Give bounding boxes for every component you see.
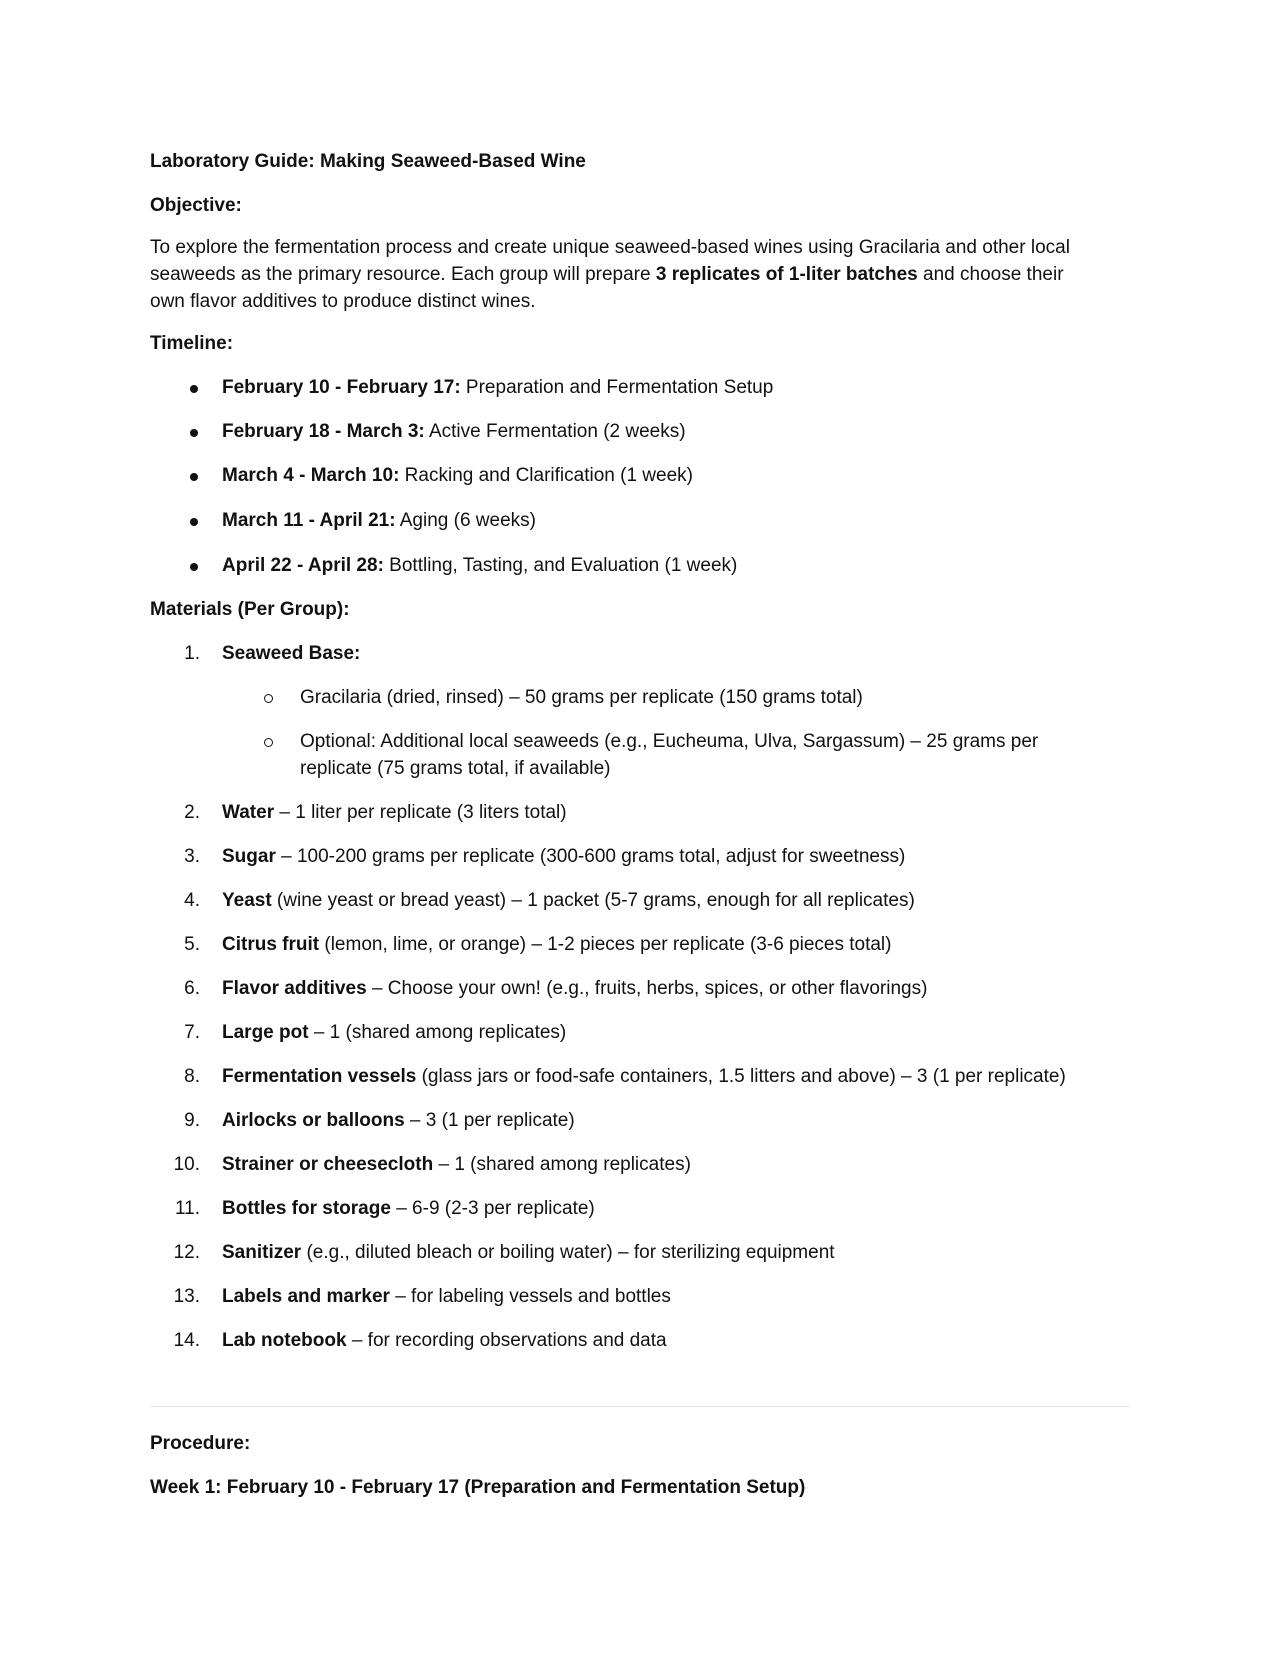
bullet-icon	[190, 385, 198, 393]
timeline-description: Preparation and Fermentation Setup	[460, 377, 774, 398]
material-name: Fermentation vessels	[222, 1066, 417, 1087]
timeline-dates: February 18 - March 3:	[222, 421, 425, 442]
material-item	[222, 1242, 835, 1264]
seaweed-sub-item: Gracilaria (dried, rinsed) – 50 grams per replicate (150 grams total)	[300, 687, 863, 708]
material-item	[222, 1198, 595, 1220]
material-name: Labels and marker	[222, 1286, 390, 1307]
list-number: 7.	[184, 1022, 200, 1043]
list-number: 6.	[184, 978, 200, 999]
material-detail: (wine yeast or bread yeast) – 1 packet (5-7 grams, enough for all replicates)	[271, 890, 915, 911]
list-number: 2.	[184, 802, 200, 823]
bullet-icon	[190, 473, 198, 481]
timeline-dates: February 10 - February 17:	[222, 377, 461, 398]
objective-text-line-1: To explore the fermentation process and create unique seaweed-based wines using Gracilaria and other local	[150, 237, 1070, 258]
material-detail: (glass jars or food-safe containers, 1.5 litters and above) – 3 (1 per replicate)	[416, 1066, 1066, 1087]
bullet-icon	[190, 429, 198, 437]
timeline-description: Racking and Clarification (1 week)	[399, 465, 693, 486]
material-name: Airlocks or balloons	[222, 1110, 405, 1131]
bullet-icon	[190, 563, 198, 571]
material-item	[222, 1110, 575, 1132]
list-number: 14.	[173, 1330, 200, 1351]
timeline-item	[222, 421, 686, 443]
material-name: Sugar	[222, 846, 276, 867]
bullet-icon	[190, 518, 198, 526]
list-number: 9.	[184, 1110, 200, 1131]
material-name: Bottles for storage	[222, 1198, 391, 1219]
procedure-heading: Procedure:	[150, 1433, 251, 1454]
objective-text: and choose their	[917, 264, 1064, 285]
timeline-item	[222, 465, 693, 487]
material-item	[222, 802, 567, 824]
timeline-dates: April 22 - April 28:	[222, 555, 384, 576]
material-name: Yeast	[222, 890, 272, 911]
objective-text-line-2	[150, 264, 1064, 286]
week1-heading: Week 1: February 10 - February 17 (Preparation and Fermentation Setup)	[150, 1477, 806, 1498]
material-detail: – 1 liter per replicate (3 liters total)	[274, 802, 567, 823]
material-name: Large pot	[222, 1022, 309, 1043]
material-detail: – for labeling vessels and bottles	[389, 1286, 671, 1307]
timeline-dates: March 4 - March 10:	[222, 465, 400, 486]
objective-text: seaweeds as the primary resource. Each group will prepare	[150, 264, 656, 285]
seaweed-sub-item: Optional: Additional local seaweeds (e.g., Eucheuma, Ulva, Sargassum) – 25 grams per	[300, 731, 1039, 752]
material-name: Lab notebook	[222, 1330, 347, 1351]
material-item	[222, 1330, 667, 1352]
material-detail: (lemon, lime, or orange) – 1-2 pieces per replicate (3-6 pieces total)	[319, 934, 892, 955]
timeline-description: Bottling, Tasting, and Evaluation (1 week)	[383, 555, 738, 576]
list-number: 10.	[173, 1154, 200, 1175]
circle-bullet-icon	[264, 738, 273, 747]
material-item	[222, 1154, 691, 1176]
material-name: Citrus fruit	[222, 934, 320, 955]
material-item	[222, 978, 927, 1000]
material-detail: – 1 (shared among replicates)	[433, 1154, 691, 1175]
material-detail: – 100-200 grams per replicate (300-600 grams total, adjust for sweetness)	[275, 846, 906, 867]
timeline-dates: March 11 - April 21:	[222, 510, 396, 531]
section-divider	[150, 1406, 1130, 1407]
objective-text-line-3: own flavor additives to produce distinct wines.	[150, 291, 536, 312]
timeline-item	[222, 555, 737, 577]
list-number: 4.	[184, 890, 200, 911]
material-item	[222, 846, 905, 868]
material-detail: – for recording observations and data	[346, 1330, 667, 1351]
material-item	[222, 1286, 671, 1308]
timeline-description: Active Fermentation (2 weeks)	[424, 421, 686, 442]
objective-emphasis: 3 replicates of 1-liter batches	[655, 264, 918, 285]
seaweed-base-label: Seaweed Base:	[222, 643, 361, 664]
seaweed-sub-item-continued: replicate (75 grams total, if available)	[300, 758, 611, 779]
material-detail: – 1 (shared among replicates)	[308, 1022, 567, 1043]
timeline-item	[222, 377, 773, 399]
list-number: 12.	[173, 1242, 200, 1263]
material-item	[222, 1066, 1066, 1088]
list-number: 1.	[184, 643, 200, 664]
list-number: 3.	[184, 846, 200, 867]
timeline-heading: Timeline:	[150, 333, 234, 354]
material-detail: (e.g., diluted bleach or boiling water) – for sterilizing equipment	[301, 1242, 835, 1263]
material-name: Flavor additives	[222, 978, 367, 999]
objective-heading: Objective:	[150, 195, 242, 216]
list-number: 5.	[184, 934, 200, 955]
list-number: 11.	[174, 1198, 200, 1219]
list-number: 8.	[184, 1066, 200, 1087]
list-number: 13.	[173, 1286, 200, 1307]
material-detail: – Choose your own! (e.g., fruits, herbs, spices, or other flavorings)	[366, 978, 928, 999]
materials-heading: Materials (Per Group):	[150, 599, 350, 620]
timeline-description: Aging (6 weeks)	[395, 510, 536, 531]
material-name: Water	[222, 802, 275, 823]
material-item	[222, 934, 891, 956]
material-detail: – 3 (1 per replicate)	[404, 1110, 575, 1131]
material-name: Sanitizer	[222, 1242, 302, 1263]
material-detail: – 6-9 (2-3 per replicate)	[390, 1198, 595, 1219]
document-title: Laboratory Guide: Making Seaweed-Based Wine	[150, 151, 586, 172]
material-item	[222, 890, 915, 912]
timeline-item	[222, 510, 536, 532]
circle-bullet-icon	[264, 694, 273, 703]
material-item	[222, 1022, 566, 1044]
material-name: Strainer or cheesecloth	[222, 1154, 434, 1175]
